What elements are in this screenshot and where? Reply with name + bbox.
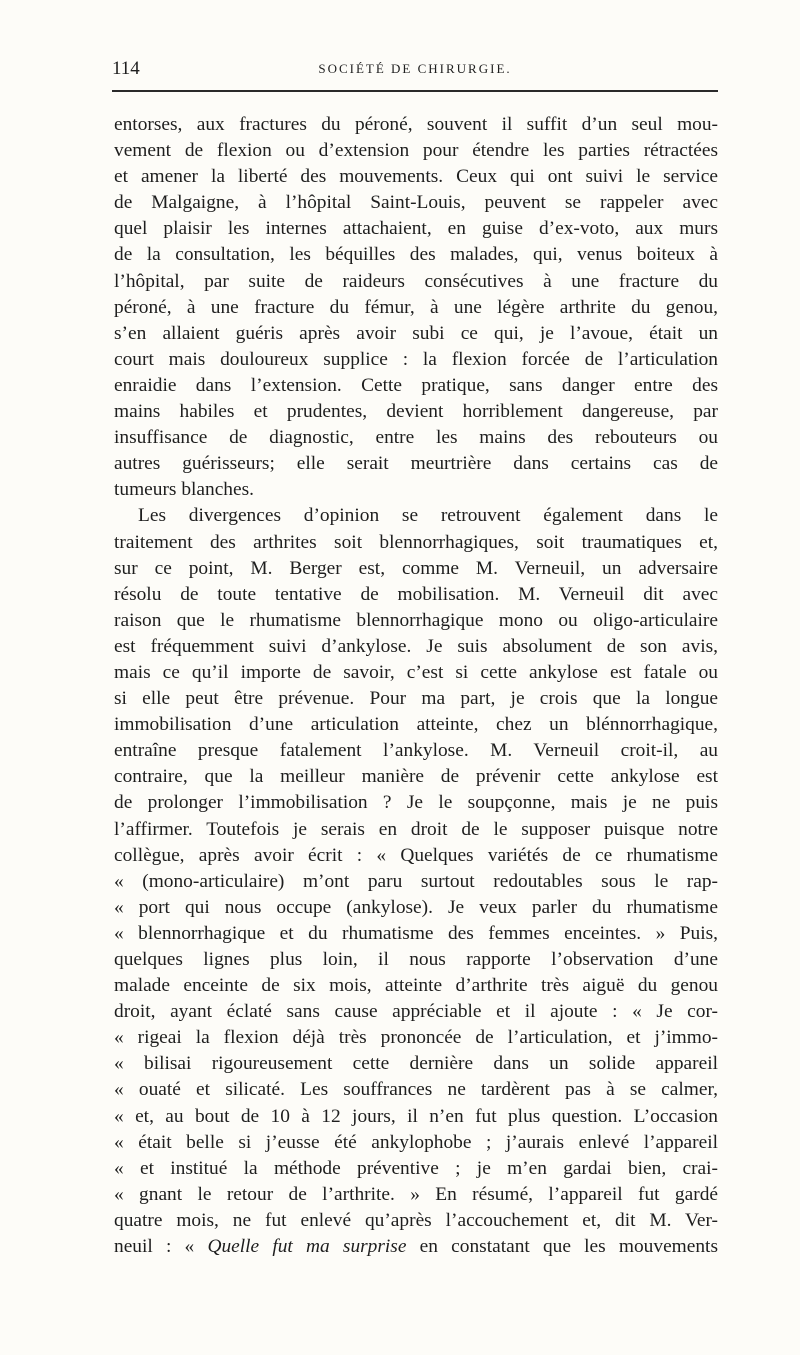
italic-quote: Quelle fut ma surprise [207,1236,407,1258]
text-line: péroné, à une fracture du fémur, à une légère arthrite du genou, [114,296,718,318]
text-line-final [114,1234,718,1260]
text-line: vement de flexion ou d’extension pour étendre les parties rétractées [114,140,718,162]
page-number: 114 [112,58,140,79]
text-line: est fréquemment suivi d’ankylose. Je suis absolument de son avis, [114,635,718,657]
running-head [112,58,718,92]
text-line: contraire, que la meilleur manière de prévenir cette ankylose est [114,766,718,788]
text-line: « blennorrhagique et du rhumatisme des femmes enceintes. » Puis, [114,922,718,944]
text-line: « bilisai rigoureusement cette dernière dans un solide appareil [114,1053,718,1075]
text-line: quel plaisir les internes attachaient, en guise d’ex-voto, aux murs [114,218,718,240]
paragraph-2 [114,503,718,1260]
text-line: quelques lignes plus loin, il nous rapporte l’observation d’une [114,949,718,970]
text-line: collègue, après avoir écrit : « Quelques variétés de ce rhumatisme [114,844,718,866]
text-line: sur ce point, M. Berger est, comme M. Verneuil, un adversaire [114,557,718,579]
text-line: « gnant le retour de l’arthrite. » En résumé, l’appareil fut gardé [114,1183,718,1205]
text-line: droit, ayant éclaté sans cause appréciable et il ajoute : « Je cor- [114,1001,718,1023]
text-line: « port qui nous occupe (ankylose). Je veux parler du rhumatisme [114,896,718,918]
text-line: immobilisation d’une articulation atteinte, chez un blénnorrhagique, [114,714,718,736]
text-line: de prolonger l’immobilisation ? Je le soupçonne, mais je ne puis [114,792,718,814]
text-line: s’en allaient guéris après avoir subi ce qui, je l’avoue, était un [114,322,718,344]
text-line: entraîne presque fatalement l’ankylose. M. Verneuil croit-il, au [114,740,718,762]
final-line-end: en constatant que les mouvements [406,1236,718,1258]
text-line: « ouaté et silicaté. Les souffrances ne tardèrent pas à se calmer, [114,1079,718,1101]
text-line: entorses, aux fractures du péroné, souvent il suffit d’un seul mou- [114,114,718,135]
text-line: mais ce qu’il importe de savoir, c’est si cette ankylose est fatale ou [114,661,718,683]
text-line: autres guérisseurs; elle serait meurtrière dans certains cas de [114,453,718,475]
text-line: enraidie dans l’extension. Cette pratique, sans danger entre des [114,374,718,396]
text-line: mains habiles et prudentes, devient horriblement dangereuse, par [114,401,718,423]
text-line: de la consultation, les béquilles des malades, qui, venus boiteux à [114,244,718,266]
text-line: résolu de toute tentative de mobilisation. M. Verneuil dit avec [114,583,718,605]
text-line: l’hôpital, par suite de raideurs consécutives à une fracture du [114,270,718,292]
text-line: court mais douloureux supplice : la flexion forcée de l’articulation [114,348,718,370]
text-line: insuffisance de diagnostic, entre les mains des rebouteurs ou [114,427,718,449]
text-line: l’affirmer. Toutefois je serais en droit de le supposer puisque notre [114,818,718,840]
text-line: « était belle si j’eusse été ankylophobe ; j’aurais enlevé l’appareil [114,1131,718,1153]
final-line-start: neuil : « [114,1236,208,1258]
text-line: et amener la liberté des mouvements. Ceux qui ont suivi le service [114,166,718,188]
body-text [114,112,718,1260]
text-line: « et, au bout de 10 à 12 jours, il n’en fut plus question. L’occasion [114,1105,718,1127]
paragraph-1 [114,112,718,503]
text-line: quatre mois, ne fut enlevé qu’après l’accouchement et, dit M. Ver- [114,1209,718,1231]
text-line: si elle peut être prévenue. Pour ma part, je crois que la longue [114,688,718,710]
text-line: traitement des arthrites soit blennorrhagiques, soit traumatiques et, [114,531,718,553]
text-line: raison que le rhumatisme blennorrhagique mono ou oligo-articulaire [114,609,718,631]
text-line: « rigeai la flexion déjà très prononcée de l’articulation, et j’immo- [114,1027,718,1049]
text-line: malade enceinte de six mois, atteinte d’arthrite très aiguë du genou [114,975,718,997]
text-line: « (mono-articulaire) m’ont paru surtout redoutables sous le rap- [114,870,718,892]
running-title: SOCIÉTÉ DE CHIRURGIE. [318,61,512,76]
text-line: Les divergences d’opinion se retrouvent également dans le [138,505,718,527]
text-line: de Malgaigne, à l’hôpital Saint-Louis, peuvent se rappeler avec [114,192,718,214]
text-line: « et institué la méthode préventive ; je m’en gardai bien, crai- [114,1157,718,1179]
text-line: tumeurs blanches. [114,479,255,501]
